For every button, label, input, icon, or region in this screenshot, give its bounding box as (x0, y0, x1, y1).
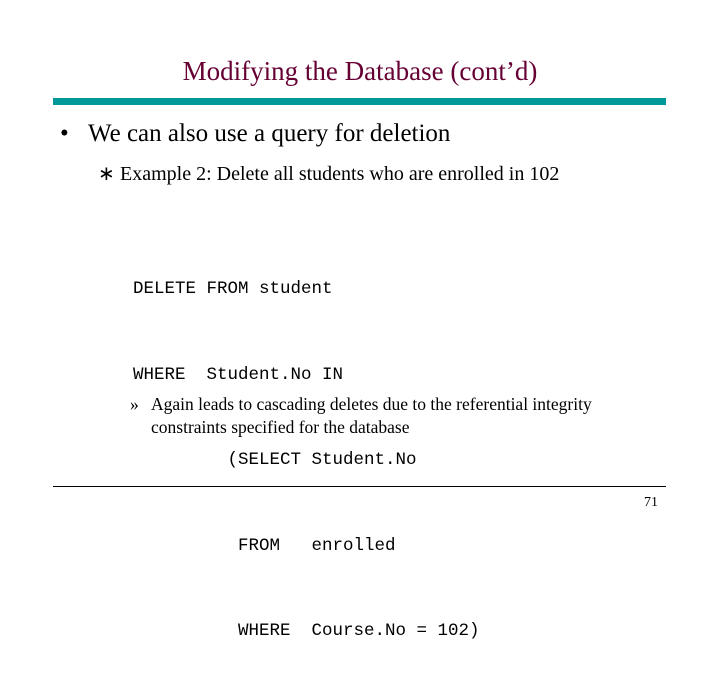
code-line: DELETE FROM student (133, 279, 333, 299)
title-divider (53, 98, 666, 105)
footer-divider (53, 486, 666, 487)
slide-title: Modifying the Database (cont’d) (182, 56, 538, 86)
bullet-level-1 (60, 120, 450, 148)
page-number: 71 (644, 495, 658, 510)
bullet-text: We can also use a query for deletion (88, 120, 451, 147)
sql-code-block (133, 218, 480, 674)
sub-bullet-text: Example 2: Delete all students who are enrolled in 102 (120, 163, 560, 185)
code-line: FROM enrolled (133, 535, 396, 556)
bullet-marker: • (60, 120, 69, 147)
code-line: WHERE Student.No IN (133, 364, 344, 385)
sub-bullet-marker: ∗ (98, 163, 115, 185)
code-line: (SELECT Student.No (133, 450, 417, 470)
bullet-level-3 (130, 393, 670, 439)
note-marker: » (130, 394, 139, 414)
bullet-level-2 (98, 161, 559, 186)
code-line: WHERE Course.No = 102) (133, 621, 480, 641)
note-text: Again leads to cascading deletes due to the referential integrity constraints specified for the database (151, 394, 592, 437)
